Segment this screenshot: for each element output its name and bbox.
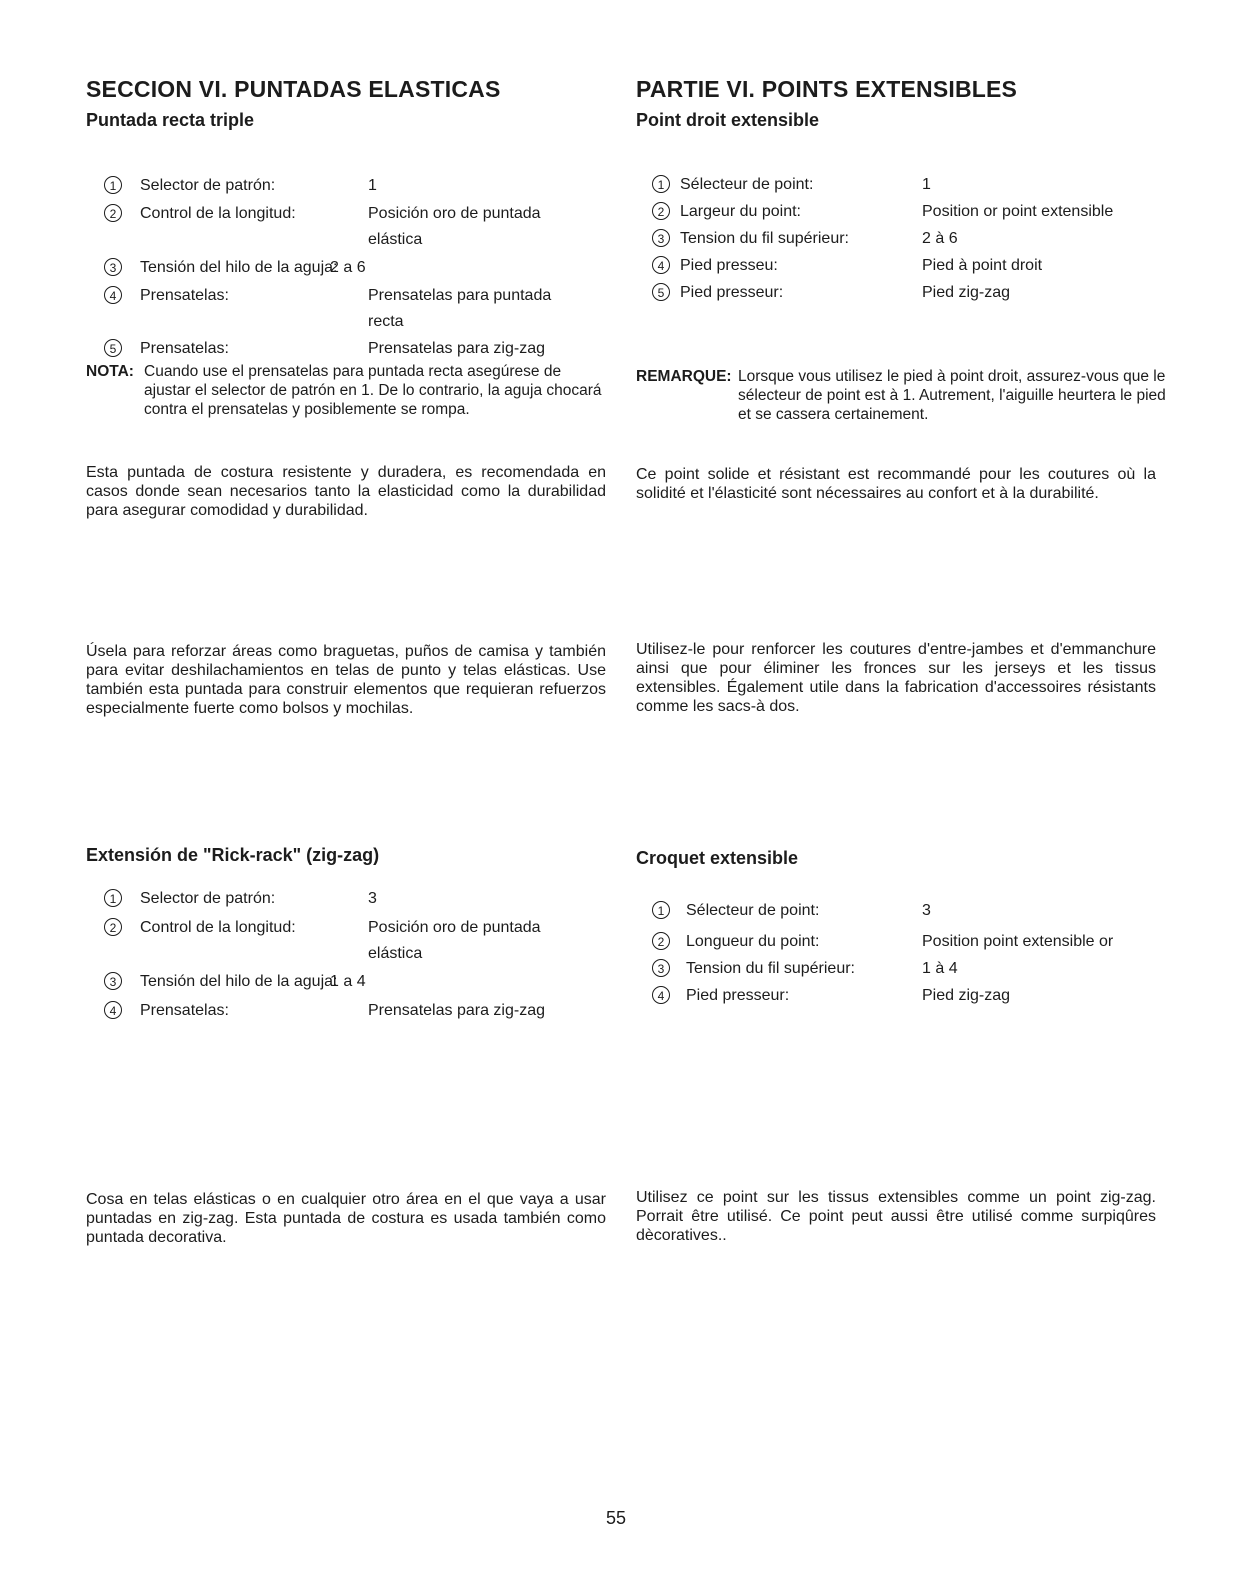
setting-value: Position or point extensible bbox=[922, 203, 1114, 220]
section-title-fr: PARTIE VI. POINTS EXTENSIBLES bbox=[636, 76, 1018, 102]
paragraph: Cosa en telas elásticas o en cualquier otro área en el que vaya a usar puntadas en zig-zag. Esta puntada de costura es usada también como puntada decorativa. bbox=[86, 1191, 606, 1246]
setting-label: Prensatelas: bbox=[140, 340, 229, 357]
setting-row bbox=[104, 283, 604, 335]
paragraph: Utilisez ce point sur les tissus extensibles comme un point zig-zag. Porrait être utilisé. Ce point peut aussi être utilisé comme surpiqûres dècoratives.. bbox=[636, 1189, 1156, 1244]
page-number: 55 bbox=[606, 1508, 627, 1528]
circled-number: 4 bbox=[652, 986, 670, 1004]
note-text: Cuando use el prensatelas para puntada recta asegúrese de ajustar el selector de patrón en 1. De lo contrario, la aguja chocará contra el prensatelas y posiblemente se rompa. bbox=[144, 363, 602, 418]
setting-row bbox=[652, 172, 1172, 198]
setting-row bbox=[104, 969, 604, 995]
setting-value: 3 bbox=[368, 890, 377, 907]
setting-row bbox=[652, 983, 1172, 1009]
paragraph: Esta puntada de costura resistente y duradera, es recomendada en casos donde sean necesarios tanto la elasticidad como la durabilidad para asegurar comodidad y durabilidad. bbox=[86, 464, 606, 519]
setting-row bbox=[652, 253, 1172, 279]
note-es bbox=[86, 362, 606, 419]
setting-label: Tension du fil supérieur: bbox=[680, 230, 849, 247]
setting-label: Pied presseur: bbox=[686, 987, 790, 1004]
setting-row bbox=[652, 280, 1172, 306]
setting-value: Prensatelas para zig-zag bbox=[368, 1002, 545, 1019]
setting-label: Prensatelas: bbox=[140, 1002, 229, 1019]
setting-row bbox=[104, 998, 604, 1024]
setting-value: Pied à point droit bbox=[922, 257, 1043, 274]
setting-row bbox=[104, 915, 604, 967]
circled-number: 3 bbox=[104, 258, 122, 276]
circled-number: 4 bbox=[104, 1001, 122, 1019]
paragraph: Úsela para reforzar áreas como braguetas, puños de camisa y también para evitar deshilachamientos en telas de punto y telas elásticas. Use también esta puntada para construir elementos que requieran refuerzos especialmente fuerte como bolsos y mochilas. bbox=[86, 643, 606, 717]
setting-value: 1 bbox=[922, 176, 931, 193]
setting-label: Control de la longitud: bbox=[140, 919, 296, 936]
setting-row bbox=[104, 336, 604, 362]
circled-number: 2 bbox=[104, 204, 122, 222]
setting-label: Largeur du point: bbox=[680, 203, 801, 220]
setting-value: Posición oro de puntada elástica bbox=[368, 919, 541, 962]
setting-value: 2 a 6 bbox=[330, 259, 366, 276]
circled-number: 1 bbox=[652, 175, 670, 193]
setting-value: Position point extensible or bbox=[922, 933, 1114, 950]
subsection-title-fr-2: Croquet extensible bbox=[636, 848, 799, 868]
setting-row bbox=[652, 929, 1172, 955]
circled-number: 2 bbox=[652, 932, 670, 950]
setting-label: Prensatelas: bbox=[140, 287, 229, 304]
subsection-title-fr-1: Point droit extensible bbox=[636, 110, 820, 130]
setting-label: Sélecteur de point: bbox=[686, 902, 820, 919]
setting-label: Pied presseu: bbox=[680, 257, 778, 274]
circled-number: 1 bbox=[104, 889, 122, 907]
note-label: NOTA: bbox=[86, 363, 134, 380]
setting-label: Sélecteur de point: bbox=[680, 176, 814, 193]
setting-row bbox=[652, 956, 1172, 982]
setting-value: Posición oro de puntada elástica bbox=[368, 205, 541, 248]
subsection-title-es-1: Puntada recta triple bbox=[86, 110, 255, 130]
setting-row bbox=[652, 226, 1172, 252]
setting-row bbox=[104, 255, 604, 281]
circled-number: 2 bbox=[104, 918, 122, 936]
setting-value: Pied zig-zag bbox=[922, 987, 1011, 1004]
setting-label: Tensión del hilo de la aguja: bbox=[140, 973, 338, 990]
paragraph: Ce point solide et résistant est recommandé pour les coutures où la solidité et l'élasticité sont nécessaires au confort et à la durabilité. bbox=[636, 466, 1156, 502]
setting-row bbox=[104, 173, 604, 199]
setting-value: 2 à 6 bbox=[922, 230, 958, 247]
circled-number: 2 bbox=[652, 202, 670, 220]
setting-value: 3 bbox=[922, 902, 931, 919]
circled-number: 1 bbox=[652, 901, 670, 919]
setting-value: 1 à 4 bbox=[922, 960, 958, 977]
circled-number: 3 bbox=[652, 229, 670, 247]
setting-row bbox=[652, 199, 1172, 225]
setting-value: 1 a 4 bbox=[330, 973, 366, 990]
setting-label: Control de la longitud: bbox=[140, 205, 296, 222]
setting-label: Selector de patrón: bbox=[140, 890, 276, 907]
circled-number: 4 bbox=[652, 256, 670, 274]
setting-row bbox=[104, 201, 604, 253]
subsection-title-es-2: Extensión de "Rick-rack" (zig-zag) bbox=[86, 845, 380, 865]
setting-label: Tension du fil supérieur: bbox=[686, 960, 855, 977]
paragraph: Utilisez-le pour renforcer les coutures d'entre-jambes et d'emmanchure ainsi que pour éliminer les fronces sur les jerseys et les tissus extensibles. Également utile dans la fabrication d'accessoires résistants comme les sacs-à dos. bbox=[636, 641, 1156, 715]
circled-number: 4 bbox=[104, 286, 122, 304]
setting-value: Pied zig-zag bbox=[922, 284, 1011, 301]
setting-label: Selector de patrón: bbox=[140, 177, 276, 194]
setting-value: Prensatelas para zig-zag bbox=[368, 340, 545, 357]
setting-label: Pied presseur: bbox=[680, 284, 784, 301]
circled-number: 3 bbox=[104, 972, 122, 990]
setting-value: 1 bbox=[368, 177, 377, 194]
circled-number: 3 bbox=[652, 959, 670, 977]
setting-value: Prensatelas para puntada recta bbox=[368, 287, 552, 330]
circled-number: 5 bbox=[104, 339, 122, 357]
setting-row bbox=[652, 898, 1172, 924]
note-text: Lorsque vous utilisez le pied à point droit, assurez-vous que le sélecteur de point est à 1. Autrement, l'aiguille heurtera le pied et se cassera certainement. bbox=[738, 368, 1166, 423]
setting-row bbox=[104, 886, 604, 912]
section-title-es: SECCION VI. PUNTADAS ELASTICAS bbox=[86, 76, 501, 102]
circled-number: 5 bbox=[652, 283, 670, 301]
note-fr bbox=[636, 367, 1166, 424]
note-label: REMARQUE: bbox=[636, 368, 732, 385]
setting-label: Longueur du point: bbox=[686, 933, 820, 950]
setting-label: Tensión del hilo de la aguja: bbox=[140, 259, 338, 276]
circled-number: 1 bbox=[104, 176, 122, 194]
